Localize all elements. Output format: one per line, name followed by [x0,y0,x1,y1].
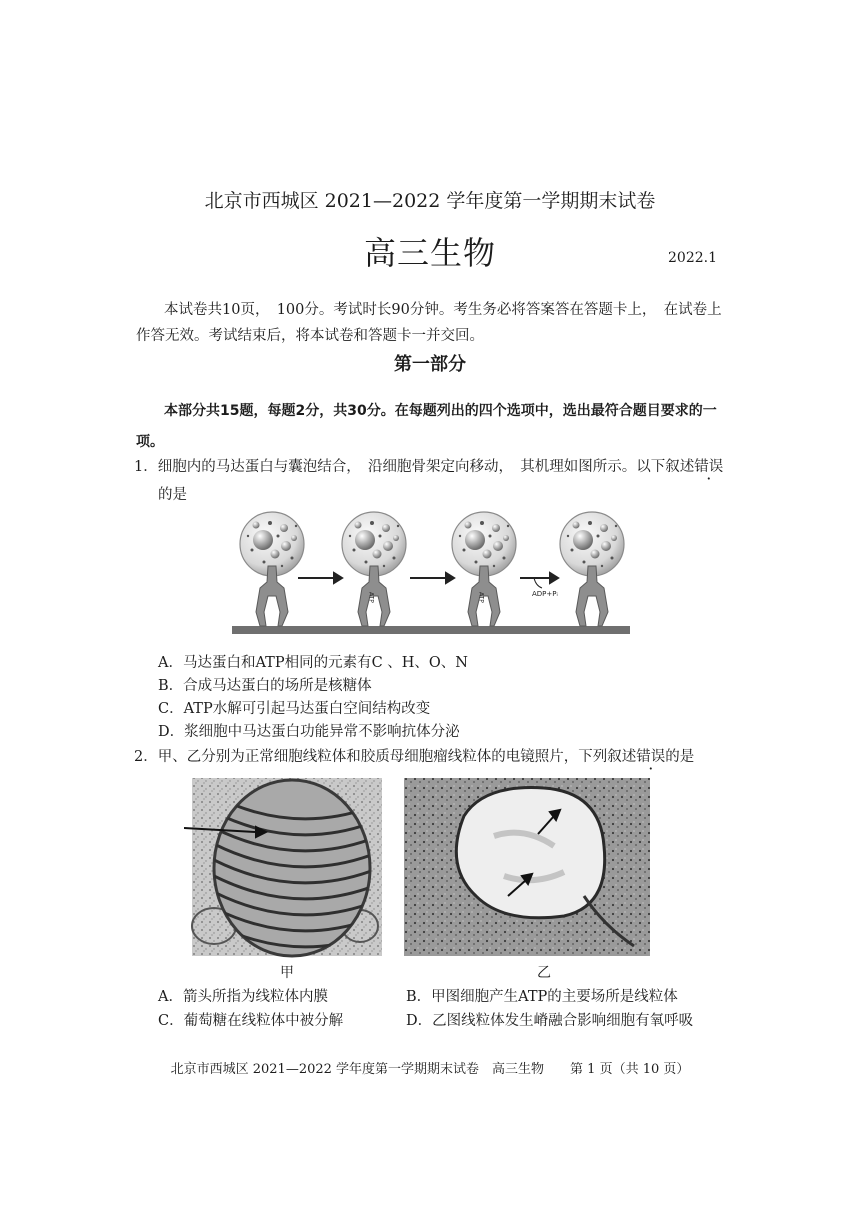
arrow-3 [520,573,558,588]
q1-option-a: A．马达蛋白和ATP相同的元素有C 、H、O、N [158,655,468,671]
exam-date: 2022.1 [668,250,717,266]
exam-title: 北京市西城区 2021—2022 学年度第一学期期末试卷 [204,190,656,212]
q2-option-c: C．葡萄糖在线粒体中被分解 [158,1013,344,1029]
question-1-stem-end: 的是 [158,487,187,503]
q2-option-a: A．箭头所指为线粒体内膜 [158,989,328,1005]
subject-heading: 高三生物 [363,234,496,272]
exam-instructions: 本试卷共10页， 100分。考试时长90分钟。考生务必将答案答在答题卡上， 在试卷上作答无效。考试结束后，将本试卷和答题卡一并交回。 [136,302,722,344]
question-1-stem: 1．细胞内的马达蛋白与囊泡结合， 沿细胞骨架定向移动， 其机理如图所示。以下叙述错误 [134,459,724,475]
question-2-stem: 2．甲、乙分别为正常细胞线粒体和胶质母细胞瘤线粒体的电镜照片，下列叙述错误的是 [134,749,695,765]
q2-option-d: D．乙图线粒体发生嵴融合影响细胞有氧呼吸 [406,1013,694,1029]
page-footer: 北京市西城区 2021—2022 学年度第一学期期末试卷 高三生物 第 1 页（共 10 页） [170,1062,690,1077]
motor-protein-figure [228,508,634,642]
micrograph-normal-mitochondrion [184,776,384,958]
vesicle-stage-1 [240,512,304,626]
arrow-2 [410,573,454,583]
caption-yi: 乙 [537,965,551,981]
micrograph-tumor-mitochondrion [404,776,650,958]
part-title: 第一部分 [394,354,466,375]
q1-option-b: B．合成马达蛋白的场所是核糖体 [158,678,372,694]
adp-pi-label: ADP+Pᵢ [532,590,558,598]
vesicle-stage-4 [560,512,624,626]
caption-jia: 甲 [280,965,294,981]
cytoskeleton-track [232,626,630,634]
arrow-1 [298,573,342,583]
question-number: 2． [134,749,158,765]
emphasis-word: 错误 [636,749,666,765]
vesicle-stage-2 [342,512,406,626]
atp-label: ATP [367,592,375,603]
part-instruction: 本部分共15题，每题2分，共30分。在每题列出的四个选项中，选出最符合题目要求的一项。 [136,403,717,450]
q1-option-d: D．浆细胞中马达蛋白功能异常不影响抗体分泌 [158,724,460,740]
emphasis-word: 错误 [694,459,724,475]
q2-option-b: B．甲图细胞产生ATP的主要场所是线粒体 [406,989,678,1005]
vesicle-stage-3 [452,512,516,626]
q1-option-c: C．ATP水解可引起马达蛋白空间结构改变 [158,701,431,717]
atp-label: ATP [477,592,485,603]
question-number: 1． [134,459,158,475]
